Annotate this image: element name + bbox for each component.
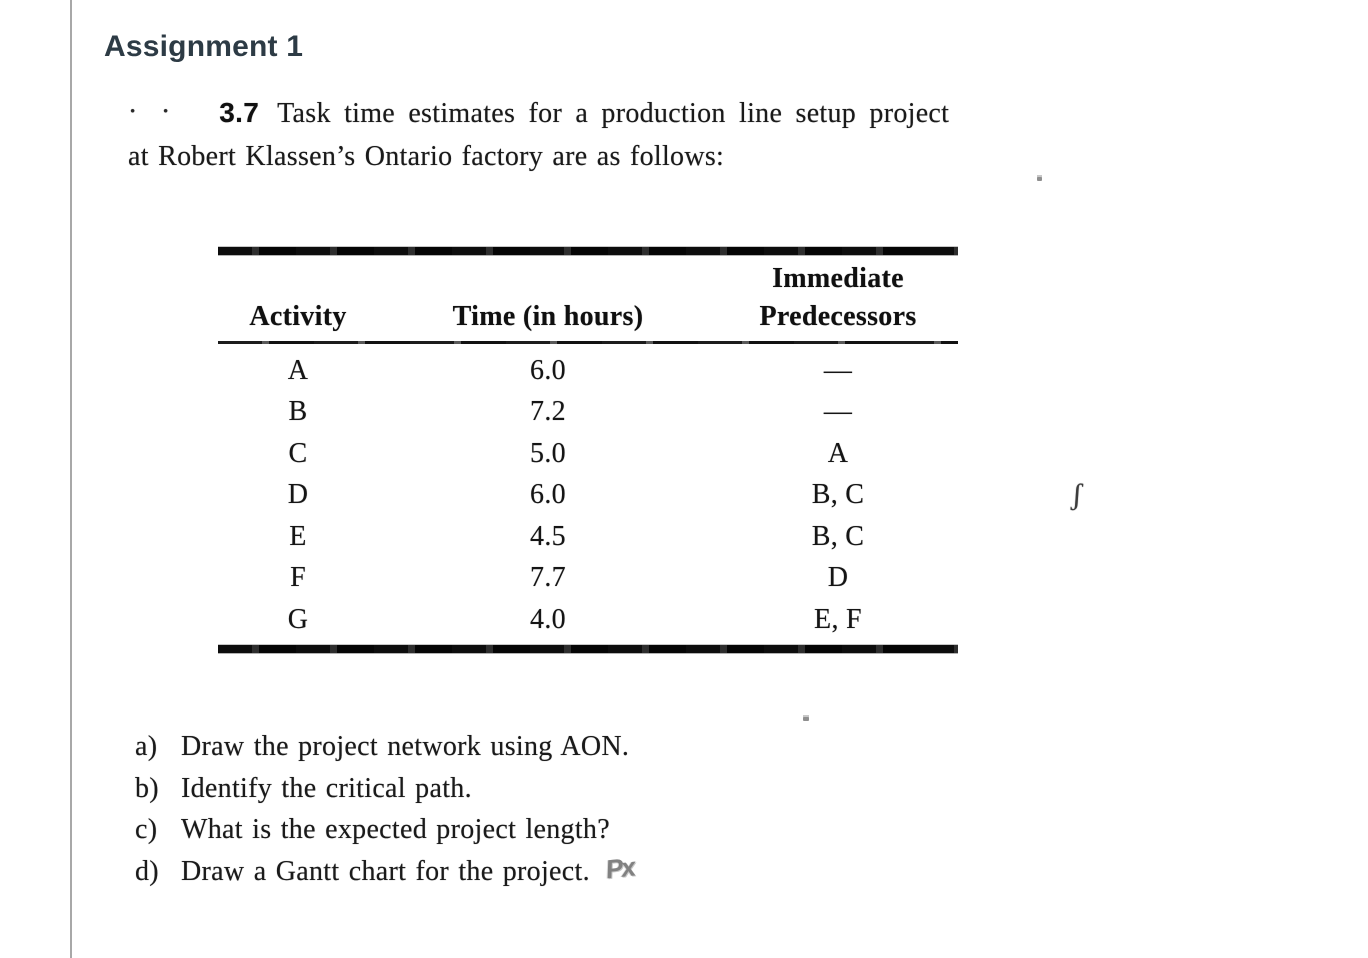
cell-time: 6.0 <box>530 479 566 511</box>
difficulty-dots-icon: • • <box>130 104 178 120</box>
column-header-predecessors-line2: Predecessors <box>759 301 917 332</box>
page-title: Assignment 1 <box>104 30 304 63</box>
cell-activity: C <box>288 437 308 469</box>
activity-table <box>218 247 958 653</box>
cell-activity: E <box>289 520 307 552</box>
cell-activity: D <box>287 479 309 511</box>
question-item-d <box>135 850 635 898</box>
table-row <box>218 433 958 475</box>
table-row <box>218 599 958 641</box>
question-label: d) <box>135 855 159 887</box>
table-row <box>218 475 958 517</box>
cell-time: 5.0 <box>530 437 566 469</box>
table-bottom-rule <box>218 645 958 653</box>
question-text: What is the expected project length? <box>181 814 610 845</box>
question-item-c <box>135 814 634 856</box>
cell-time: 7.7 <box>530 562 566 594</box>
question-text: Identify the critical path. <box>181 772 472 804</box>
column-header-predecessors-line1: Immediate <box>772 263 904 294</box>
cell-predecessors: B, C <box>811 520 865 552</box>
table-row <box>218 392 958 434</box>
table-row <box>218 558 958 600</box>
column-header-time: Time (in hours) <box>452 301 644 332</box>
question-list <box>135 731 634 897</box>
scan-stamp-artifact-icon: Px <box>605 850 635 885</box>
cell-time: 7.2 <box>530 396 566 428</box>
problem-statement-line2: at Robert Klassen’s Ontario factory are as follows: <box>128 141 725 172</box>
page-left-divider <box>70 0 72 958</box>
column-header-activity: Activity <box>249 301 347 332</box>
problem-text-line1: Task time estimates for a production line setup project <box>277 98 950 129</box>
cell-time: 4.5 <box>530 520 566 552</box>
cell-activity: B <box>288 396 308 428</box>
scan-speck-icon <box>1037 175 1042 181</box>
scan-squiggle-icon: ʃ <box>1070 477 1084 512</box>
cell-time: 6.0 <box>530 354 566 386</box>
question-text: Draw the project network using AON. <box>181 731 630 762</box>
cell-activity: G <box>287 603 309 635</box>
cell-time: 4.0 <box>530 603 566 635</box>
column-header-predecessors <box>718 260 958 336</box>
table-row <box>218 350 958 392</box>
question-text: Draw a Gantt chart for the project. <box>181 855 590 887</box>
question-label: a) <box>135 731 158 762</box>
cell-predecessors: — <box>823 396 853 428</box>
cell-activity: F <box>290 562 306 594</box>
question-label: c) <box>135 814 158 845</box>
cell-predecessors: — <box>823 354 853 386</box>
cell-predecessors: E, F <box>814 603 862 635</box>
question-item-b <box>135 773 634 815</box>
table-body <box>218 344 958 645</box>
question-item-a <box>135 731 634 773</box>
problem-statement-line1 <box>130 97 949 130</box>
cell-predecessors: B, C <box>811 479 865 511</box>
question-label: b) <box>135 772 159 804</box>
cell-activity: A <box>287 354 309 386</box>
table-row <box>218 516 958 558</box>
table-top-rule <box>218 247 958 255</box>
table-header-row <box>218 255 958 341</box>
scan-speck-icon <box>803 715 809 721</box>
cell-predecessors: D <box>827 562 849 594</box>
cell-predecessors: A <box>827 437 849 469</box>
problem-number: 3.7 <box>219 97 260 128</box>
